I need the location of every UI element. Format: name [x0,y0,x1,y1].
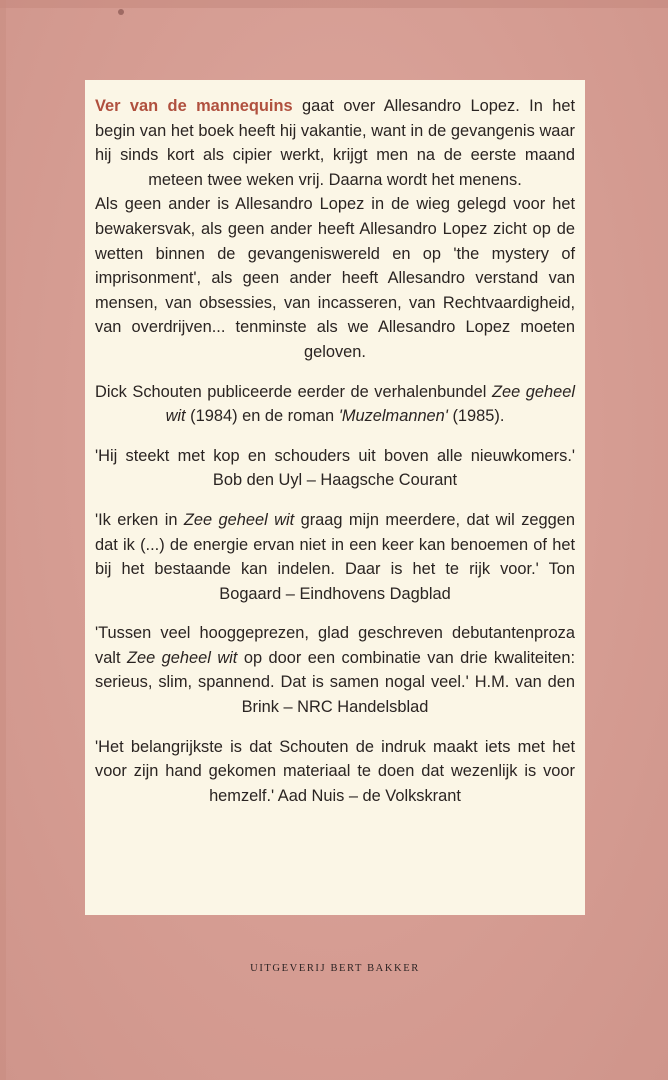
synopsis-paragraph: Als geen ander is Allesandro Lopez in de wieg gelegd voor het bewakersvak, als geen ander heeft Allesandro Lopez zicht op de wetten binnen de gevangeniswereld en op 'the mystery of imprisonment', als geen ander heeft Allesandro verstand van mensen, van obsessies, van incasseren, van Rechtvaardigheid, van overdrijven... tenminste als we Allesandro Lopez moeten geloven. [95,195,575,361]
review-quote [95,508,575,606]
quote-text: 'Ik erken in [95,510,184,529]
quote-source: Aad Nuis – de Volkskrant [277,786,461,805]
review-quote [95,444,575,493]
intro-text: gaat over Allesandro Lopez. In het begin van het boek heeft hij vakantie, want in de gevangenis waar hij sinds kort als cipier werkt, krijgt men na de eerste maand meteen twee weken vrij. Daarna wordt het menens. [95,97,575,189]
book-title-highlight: Ver van de mannequins [95,97,293,115]
quote-source: Ton Bogaard – Eindhovens Dagblad [219,560,575,603]
quote-book-title: Zee geheel wit [183,510,295,529]
author-bio-prefix: Dick Schouten publiceerde eerder de verhalenbundel [95,382,492,401]
quote-text: 'Tussen veel hooggeprezen, glad geschreven debutantenproza valt [95,624,575,667]
author-bio-suffix: (1985). [447,407,505,426]
intro-paragraph [95,94,575,192]
quote-book-title: Zee geheel wit [126,648,238,667]
review-quote [95,621,575,719]
blurb-panel [85,80,585,915]
cover-top-edge [0,0,668,8]
book-title-1: Zee geheel wit [165,382,575,426]
cover-left-edge [0,0,6,1080]
quote-text-rest: op door een combinatie van drie kwaliteiten: serieus, slim, spannend. Dat is samen nogal veel.' [95,648,576,692]
quote-source: Bob den Uyl – Haagsche Courant [212,471,458,490]
quote-source: H.M. van den Brink – NRC Handelsblad [241,673,575,717]
quote-text-rest: graag mijn meerdere, dat wil zeggen dat ik (...) de energie ervan niet in een keer kan benoemen of het bij het bestaande kan indelen. Daar is het te rijk voor.' [95,510,575,579]
review-quote [95,735,575,809]
author-bio-mid: (1984) en de roman [185,407,339,426]
book-title-2: 'Muzelmannen' [338,407,448,426]
quote-text: 'Hij steekt met kop en schouders uit boven alle nieuwkomers.' [95,446,575,465]
quote-text: 'Het belangrijkste is dat Schouten de indruk maakt iets met het voor zijn hand gekomen materiaal te doen dat wezenlijk is voor hemzelf.' [95,737,575,805]
cover-mark [118,9,124,15]
publisher-imprint: UITGEVERIJ BERT BAKKER [250,963,420,974]
author-bio [95,380,575,429]
